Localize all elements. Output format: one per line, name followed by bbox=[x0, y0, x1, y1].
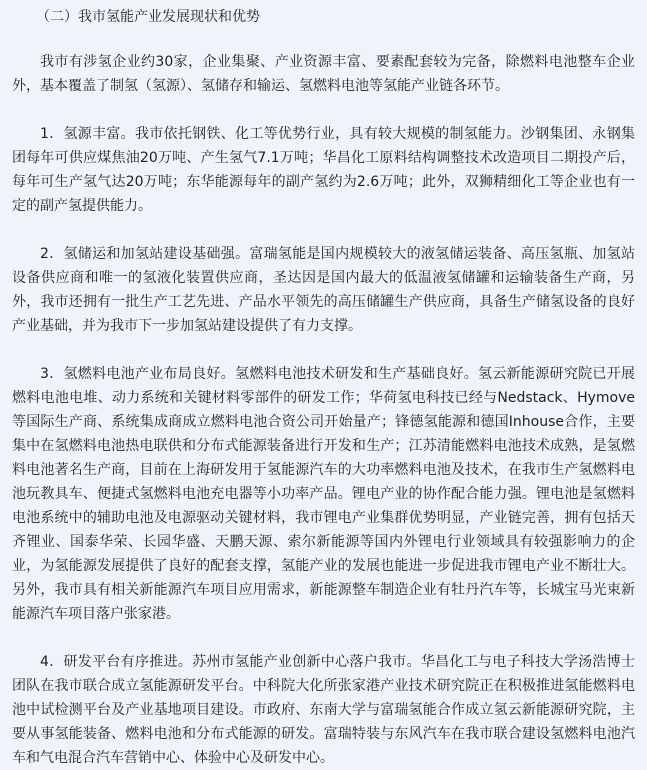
storage-transport-paragraph: 2．氢储运和加氢站建设基础强。富瑞氢能是国内规模较大的液氢储运装备、高压氢瓶、加氢站设备供应商和唯一的氢液化装置供应商，圣达因是国内最大的低温液氢储罐和运输装备生产商，另外，我市还拥有一批生产工艺先进、产品水平领先的高压储罐生产供应商，具备生产储氢设备的良好产业基础，并为我市下一步加氢站建设提供了有力支撑。 bbox=[12, 246, 635, 334]
fuel-cell-industry-paragraph: 3．氢燃料电池产业布局良好。氢燃料电池技术研发和生产基础良好。氢云新能源研究院已开展燃料电池电堆、动力系统和关键材料零部件的研发工作；华荷氢电科技已经与Nedstack、Hymove等国际生产商、系统集成商成立燃料电池合资公司开始量产；锋德氢能源和德国Inhouse合作，主要集中在氢燃料电池热电联供和分布式能源装备进行开发和生产；江苏清能燃料电池技术成熟，是氢燃料电池著名生产商，目前在上海研发用于氢能源汽车的大功率燃料电池及技术，在我市生产氢燃料电池玩教具车、便捷式氢燃料电池充电器等小功率产品。锂电产业的协作配合能力强。锂电池是氢燃料电池系统中的辅助电池及电源驱动关键材料，我市锂电产业集群优势明显，产业链完善，拥有包括天齐锂业、国泰华荣、长园华盛、天鹏天源、索尔新能源等国内外锂电行业领域具有较强影响力的企业，为氢能源发展提供了良好的配套支撑，氢能产业的发展也能进一步促进我市锂电产业不断壮大。另外，我市具有相关新能源汽车项目应用需求，新能源整车制造企业有牡丹汽车等，长城宝马光束新能源汽车项目落户张家港。 bbox=[12, 366, 635, 622]
intro-paragraph: 我市有涉氢企业约30家，企业集聚、产业资源丰富、要素配套较为完备，除燃料电池整车企业外，基本覆盖了制氢（氢源）、氢储存和输运、氢燃料电池等氢能产业链各环节。 bbox=[12, 54, 635, 94]
section-title: （二）我市氢能产业发展现状和优势 bbox=[36, 9, 260, 25]
research-platform-paragraph: 4．研发平台有序推进。苏州市氢能产业创新中心落户我市。华昌化工与电子科技大学汤浩博士团队在我市联合成立氢能源研发平台。中科院大化所张家港产业技术研究院正在积极推进氢能燃料电池中试检测平台及产业基地项目建设。市政府、东南大学与富瑞氢能合作成立氢云新能源研究院，主要从事氢能装备、燃料电池和分布式能源的研发。富瑞特装与东风汽车在我市联合建设氢燃料电池汽车和气电混合汽车营销中心、体验中心及研发中心。 bbox=[12, 654, 635, 766]
hydrogen-source-paragraph: 1．氢源丰富。我市依托钢铁、化工等优势行业，具有较大规模的制氢能力。沙钢集团、永钢集团每年可供应煤焦油20万吨、产生氢气7.1万吨；华昌化工原料结构调整技术改造项目二期投产后，每年可生产氢气达20万吨；东华能源每年的副产氢约为2.6万吨；此外，双狮精细化工等企业也有一定的副产氢提供能力。 bbox=[12, 126, 635, 214]
